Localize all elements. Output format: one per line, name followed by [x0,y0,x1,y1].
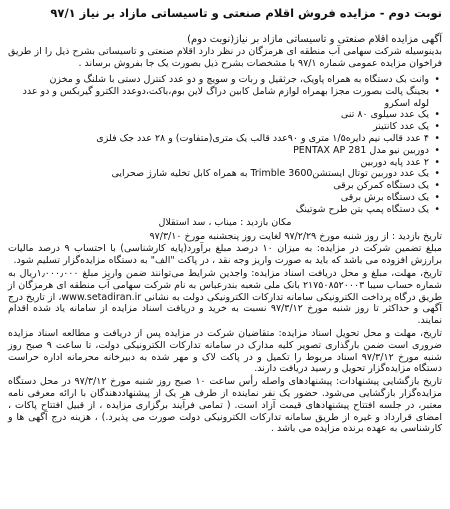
notice-subtitle: آگهی مزایده اقلام صنعتی و تاسیساتی مازاد بر نیاز(نوبت دوم) [187,34,442,45]
notice-title: نوبت دوم - مزایده فروش اقلام صنعتی و تاسیساتی مازاد بر نیاز ۹۷/۱ [50,6,442,20]
list-item: • ۴ عدد قالب نیم دایره۱/۵ متری و ۹۰عدد قالب یک متری(متفاوت) و ۲۸ عدد جک فلزی [6,133,442,145]
list-item: • یک عدد دوربین توتال ایستشنTrimble 3600 به همراه کابل تخلیه شارژ صحرایی [6,168,442,180]
list-item: • یک عدد کانتینر [6,121,442,133]
visit-location: مکان بازدید : میناب ، سد استقلال [158,216,292,228]
visit-date: تاریخ بازدید : از روز شنبه مورخ ۹۷/۲/۲۹ لغایت روز پنجشنبه مورخ ۹۷/۳/۱۰ [149,230,442,242]
list-item: • ۲ عدد پایه دوربین [6,157,442,169]
intro-paragraph: بدینوسیله شرکت سهامی آب منطقه ای هرمزگان در نظر دارد اقلام صنعتی و تاسیساتی بشرح ذیل را از طریق فراخوان مزایده عمومی شماره ۹۷/۱ با مشخصات بشرح ذیل بصورت یک جا بفروش برساند . [8,46,442,69]
items-list [6,74,444,216]
guarantee-amount: مبلغ تضمین شرکت در مزایده: به میزان ۱۰ درصد مبلغ برآورد(پایه کارشناسی) با احتساب ۹ درصد مالیات برارزش افزوده می باشد که باید به صورت واریز وجه نقد ، در پاکت "الف" به دستگاه مزایده‌گزار تسلیم شود. [8,243,443,267]
opening-date: تاریخ بازگشایی پیشنهادات: پیشنهادهای واصله رأس ساعت ۱۰ صبح روز شنبه مورخ ۹۷/۳/۱۲ در محل دستگاه مزایده‌گزار بازگشایی می‌شود. حضور یک نفر نماینده از طرف هر یک از پیشنهاددهندگان با ارائه معرفی نامه معتبر، در جلسه افتتاح پیشنهادهای قیمت آزاد است. ( تمامی فرآیند برگزاری مزایده ، از قبیل افتتاح پاکات ، امضای قرارداد و غیره از طریق سامانه تدارکات الکترونیکی دولت صورت می پذیرد.) ، هزینه درج آگهی ها و کارشناسی به عهده برنده مزایده می باشد . [8,376,442,435]
list-item: • یک دستگاه پمپ بتن طرح شوتینگ [6,204,442,216]
list-item: • وانت بک دستگاه به همراه پاویک، جرثقیل و ربات و سویچ و دو عدد کنترل دستی با شلنگ و مخزن [6,74,442,86]
list-item: • یک دستگاه کمرکن برقی [6,180,442,192]
list-item: • یک دستگاه برش برقی [6,192,442,204]
list-item: • دوربین نیو مدل PENTAX AP 281 [6,145,442,157]
list-item: • یک عدد سیلوی ۸۰ تنی [6,109,442,121]
documents-delivery: تاریخ، مهلت و محل تحویل اسناد مزایده: متقاضیان شرکت در مزایده پس از دریافت و مطالعه اسناد مزایده ضروری است ضمن بارگذاری تصویر کلیه مدارک در سامانه تدارکات الکترونیکی دولت، تا ساعت ۹ صبح روز شنبه مورخ ۹۷/۳/۱۲ اسناد مربوط را تکمیل و در پاکت لاک و مهر شده به دبیرخانه محرمانه اداره حراست دستگاه مزایده‌گزار تحویل و رسید دریافت دارند. [8,327,442,375]
list-item: • بجینگ پالت بصورت مجزا بهمراه لوازم شامل کابین دراگ لاین بوم،باکت،دوعدد الکترو گیربکس و دو عدد لوله اسکرو [6,86,442,110]
documents-receipt: تاریخ، مهلت، مبلغ و محل دریافت اسناد مزایده: واجدین شرایط می‌توانند ضمن واریز مبلغ ۱٫۰۰۰٫۰۰۰ریال به شماره حساب سیبا ۲۱۷۵۰۸۵۲۰۰۰۳ بانک ملی شعبه بندرعباس به نام شرکت سهامی آب منطقه ای هرمزگان از طریق درگاه پرداخت الکترونیکی سامانه تدارکات الکترونیکی دولت به نشانی www.setadiran.ir، از تاریخ درج آگهی و حداکثر تا روز شنبه مورخ ۹۷/۳/۱۲ نسبت به خرید و دریافت اسناد مزایده از سامانه یاد شده اقدام نمایند. [8,267,443,327]
